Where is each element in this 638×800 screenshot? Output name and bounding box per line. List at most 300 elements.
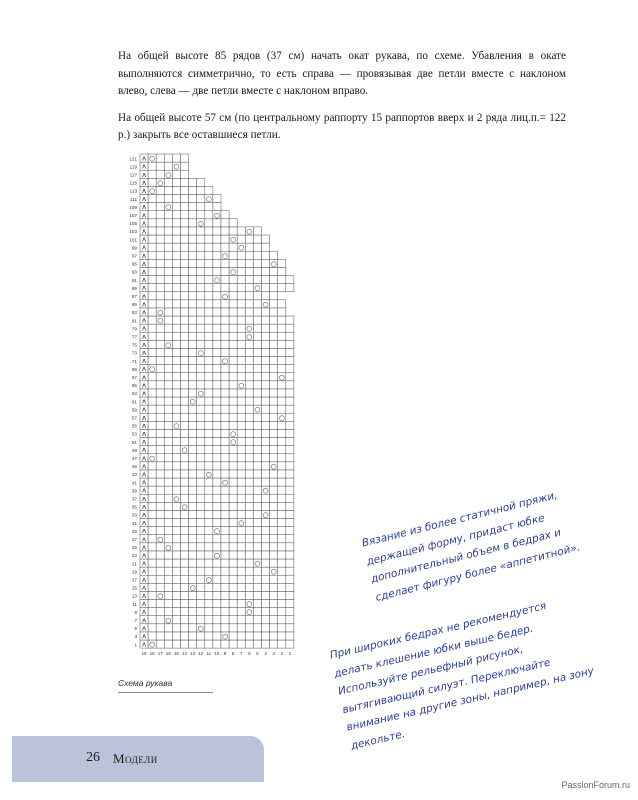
chart-cell xyxy=(237,284,245,292)
chart-cell xyxy=(197,502,205,510)
chart-cell xyxy=(189,292,197,300)
chart-symbol-dec: ʌ xyxy=(141,592,147,600)
chart-cell xyxy=(278,519,286,527)
chart-cell xyxy=(221,446,229,454)
chart-cell xyxy=(270,292,278,300)
chart-cell xyxy=(213,600,221,608)
chart-cell xyxy=(221,227,229,235)
chart-cell xyxy=(253,357,261,365)
chart-cell xyxy=(262,365,270,373)
chart-cell xyxy=(156,162,164,170)
row-label: 5 xyxy=(134,626,137,632)
chart-cell xyxy=(189,429,197,437)
chart-cell xyxy=(189,284,197,292)
chart-cell xyxy=(229,494,237,502)
chart-cell xyxy=(262,373,270,381)
chart-cell xyxy=(197,405,205,413)
chart-cell xyxy=(164,219,172,227)
chart-cell xyxy=(189,494,197,502)
chart-cell xyxy=(148,195,156,203)
chart-cell xyxy=(189,308,197,316)
chart-symbol-yo: ○ xyxy=(173,494,180,503)
chart-cell xyxy=(156,154,164,162)
chart-cell xyxy=(181,357,189,365)
chart-cell xyxy=(213,567,221,575)
chart-cell xyxy=(197,324,205,332)
chart-cell xyxy=(270,583,278,591)
chart-cell xyxy=(278,632,286,640)
chart-cell xyxy=(172,454,180,462)
chart-symbol-dec: ʌ xyxy=(141,316,147,325)
chart-symbol-dec: ʌ xyxy=(141,567,147,576)
chart-cell xyxy=(221,600,229,608)
chart-cell xyxy=(205,348,213,356)
chart-cell xyxy=(181,365,189,373)
chart-cell xyxy=(278,308,286,316)
chart-cell xyxy=(229,543,237,551)
row-label: 21 xyxy=(131,561,137,567)
chart-cell xyxy=(221,438,229,446)
chart-cell xyxy=(156,276,164,284)
chart-cell xyxy=(148,251,156,259)
chart-cell xyxy=(245,567,253,575)
chart-cell xyxy=(205,203,213,211)
chart-cell xyxy=(262,608,270,616)
chart-symbol-yo: ○ xyxy=(246,332,253,341)
chart-cell xyxy=(237,583,245,591)
chart-cell xyxy=(172,332,180,340)
chart-cell xyxy=(237,429,245,437)
chart-cell xyxy=(172,365,180,373)
chart-cell xyxy=(286,527,294,535)
chart-cell xyxy=(237,324,245,332)
chart-cell xyxy=(189,235,197,243)
chart-cell xyxy=(286,332,294,340)
chart-cell xyxy=(229,583,237,591)
chart-cell xyxy=(172,251,180,259)
chart-cell xyxy=(270,535,278,543)
chart-cell xyxy=(270,527,278,535)
chart-cell xyxy=(148,405,156,413)
chart-cell xyxy=(164,381,172,389)
chart-cell xyxy=(221,624,229,632)
chart-symbol-yo: ○ xyxy=(246,324,253,333)
chart-cell xyxy=(189,462,197,470)
chart-symbol-dec: ʌ xyxy=(141,462,147,471)
chart-cell xyxy=(237,567,245,575)
chart-cell xyxy=(197,413,205,421)
chart-cell xyxy=(213,284,221,292)
chart-cell xyxy=(278,510,286,518)
chart-cell xyxy=(156,559,164,567)
row-label: 97 xyxy=(131,253,137,259)
chart-cell xyxy=(245,454,253,462)
column-label: 6 xyxy=(248,651,251,657)
chart-cell xyxy=(172,591,180,599)
row-label: 71 xyxy=(131,358,137,364)
chart-cell xyxy=(245,438,253,446)
chart-cell xyxy=(245,389,253,397)
chart-cell xyxy=(270,624,278,632)
chart-cell xyxy=(205,316,213,324)
chart-cell xyxy=(172,486,180,494)
chart-cell xyxy=(262,413,270,421)
chart-cell xyxy=(229,324,237,332)
chart-cell xyxy=(172,284,180,292)
chart-cell xyxy=(245,543,253,551)
chart-cell xyxy=(245,243,253,251)
chart-cell xyxy=(278,640,286,648)
chart-cell xyxy=(197,251,205,259)
chart-cell xyxy=(156,251,164,259)
chart-cell xyxy=(189,454,197,462)
chart-cell xyxy=(156,243,164,251)
chart-symbol-yo: ○ xyxy=(197,624,204,633)
chart-cell xyxy=(229,348,237,356)
chart-cell xyxy=(253,243,261,251)
chart-symbol-yo: ○ xyxy=(270,567,277,576)
chart-cell xyxy=(286,575,294,583)
chart-cell xyxy=(156,478,164,486)
chart-cell xyxy=(245,446,253,454)
row-label: 65 xyxy=(131,383,137,389)
chart-cell xyxy=(270,332,278,340)
chart-cell xyxy=(172,575,180,583)
column-label: 12 xyxy=(198,651,204,657)
chart-cell xyxy=(213,446,221,454)
chart-cell xyxy=(270,389,278,397)
chart-cell xyxy=(205,429,213,437)
chart-cell xyxy=(270,429,278,437)
chart-cell xyxy=(148,600,156,608)
chart-cell xyxy=(148,413,156,421)
chart-symbol-yo: ○ xyxy=(205,575,212,584)
chart-cell xyxy=(164,308,172,316)
chart-cell xyxy=(262,519,270,527)
chart-symbol-yo: ○ xyxy=(205,470,212,479)
chart-cell xyxy=(262,583,270,591)
chart-cell xyxy=(278,591,286,599)
chart-cell xyxy=(197,535,205,543)
row-label: 69 xyxy=(131,366,137,372)
chart-cell xyxy=(189,324,197,332)
chart-cell xyxy=(286,284,294,292)
chart-cell xyxy=(197,559,205,567)
chart-cell xyxy=(197,438,205,446)
chart-cell xyxy=(164,583,172,591)
chart-symbol-yo: ○ xyxy=(230,438,237,447)
row-label: 83 xyxy=(131,310,137,316)
chart-cell xyxy=(156,470,164,478)
chart-cell xyxy=(262,357,270,365)
chart-symbol-dec: ʌ xyxy=(141,389,147,398)
chart-cell xyxy=(229,413,237,421)
chart-cell xyxy=(205,608,213,616)
chart-symbol-dec: ʌ xyxy=(141,259,147,268)
chart-cell xyxy=(262,616,270,624)
chart-cell xyxy=(148,429,156,437)
chart-cell xyxy=(286,438,294,446)
chart-cell xyxy=(286,324,294,332)
chart-cell xyxy=(286,462,294,470)
row-label: 23 xyxy=(131,553,137,559)
chart-cell xyxy=(213,454,221,462)
chart-cell xyxy=(286,405,294,413)
chart-cell xyxy=(253,251,261,259)
chart-cell xyxy=(262,397,270,405)
chart-cell xyxy=(237,332,245,340)
chart-cell xyxy=(164,600,172,608)
chart-symbol-yo: ○ xyxy=(262,486,269,495)
chart-cell xyxy=(172,397,180,405)
chart-cell xyxy=(270,486,278,494)
chart-cell xyxy=(229,332,237,340)
chart-symbol-yo: ○ xyxy=(238,381,245,390)
chart-cell xyxy=(221,616,229,624)
chart-cell xyxy=(181,551,189,559)
row-label: 79 xyxy=(131,326,137,332)
chart-symbol-dec: ʌ xyxy=(141,413,147,422)
chart-cell xyxy=(205,421,213,429)
chart-cell xyxy=(245,259,253,267)
chart-cell xyxy=(156,284,164,292)
chart-cell xyxy=(181,186,189,194)
chart-cell xyxy=(253,510,261,518)
chart-cell xyxy=(270,575,278,583)
chart-cell xyxy=(253,413,261,421)
chart-cell xyxy=(237,438,245,446)
chart-cell xyxy=(181,413,189,421)
chart-cell xyxy=(172,543,180,551)
row-label: 29 xyxy=(131,528,137,534)
chart-cell xyxy=(270,519,278,527)
chart-cell xyxy=(213,486,221,494)
chart-cell xyxy=(262,591,270,599)
chart-cell xyxy=(262,470,270,478)
chart-cell xyxy=(197,462,205,470)
chart-cell xyxy=(213,259,221,267)
row-label: 121 xyxy=(129,156,137,162)
chart-cell xyxy=(181,373,189,381)
chart-cell xyxy=(156,389,164,397)
chart-cell xyxy=(221,486,229,494)
chart-cell xyxy=(253,373,261,381)
intro-paragraph-1: На общей высоте 85 рядов (37 см) начать окат рукава, по схеме. Убавления в окате выполняются симметрично, то есть справа — провязывая две петли вместе с наклоном влево, слева — две петли вместе с наклоном вправо. xyxy=(118,50,566,98)
chart-cell xyxy=(164,324,172,332)
chart-cell xyxy=(262,454,270,462)
chart-cell xyxy=(270,267,278,275)
chart-cell xyxy=(172,583,180,591)
chart-cell xyxy=(237,551,245,559)
chart-cell xyxy=(172,170,180,178)
chart-cell xyxy=(245,405,253,413)
chart-cell xyxy=(164,478,172,486)
chart-cell xyxy=(221,324,229,332)
chart-cell xyxy=(270,381,278,389)
chart-cell xyxy=(229,227,237,235)
chart-cell xyxy=(172,235,180,243)
chart-cell xyxy=(221,429,229,437)
chart-symbol-dec: ʌ xyxy=(141,405,147,414)
column-label: 5 xyxy=(256,651,259,657)
chart-cell xyxy=(213,397,221,405)
chart-cell xyxy=(262,308,270,316)
chart-cell xyxy=(253,438,261,446)
chart-cell xyxy=(197,632,205,640)
row-label: 13 xyxy=(131,593,137,599)
row-label: 53 xyxy=(131,431,137,437)
chart-cell xyxy=(237,494,245,502)
chart-cell xyxy=(253,227,261,235)
chart-cell xyxy=(278,284,286,292)
chart-cell xyxy=(229,632,237,640)
chart-cell xyxy=(148,316,156,324)
chart-cell xyxy=(197,478,205,486)
chart-cell xyxy=(164,527,172,535)
chart-cell xyxy=(156,357,164,365)
chart-cell xyxy=(245,251,253,259)
chart-cell xyxy=(213,324,221,332)
chart-cell xyxy=(237,478,245,486)
chart-cell xyxy=(148,267,156,275)
chart-cell xyxy=(181,583,189,591)
chart-cell xyxy=(189,446,197,454)
chart-cell xyxy=(245,486,253,494)
chart-cell xyxy=(197,235,205,243)
chart-cell xyxy=(229,292,237,300)
chart-cell xyxy=(181,470,189,478)
chart-cell xyxy=(205,446,213,454)
chart-cell xyxy=(245,616,253,624)
chart-cell xyxy=(197,267,205,275)
chart-cell xyxy=(156,575,164,583)
chart-cell xyxy=(237,357,245,365)
chart-cell xyxy=(253,324,261,332)
chart-cell xyxy=(270,324,278,332)
chart-cell xyxy=(156,527,164,535)
chart-cell xyxy=(262,276,270,284)
chart-cell xyxy=(181,235,189,243)
chart-cell xyxy=(164,462,172,470)
column-label: 7 xyxy=(239,651,243,657)
chart-cell xyxy=(221,470,229,478)
chart-cell xyxy=(197,454,205,462)
chart-cell xyxy=(148,259,156,267)
chart-cell xyxy=(197,543,205,551)
chart-cell xyxy=(164,276,172,284)
chart-cell xyxy=(245,308,253,316)
chart-cell xyxy=(172,300,180,308)
chart-cell xyxy=(164,154,172,162)
chart-cell xyxy=(237,389,245,397)
chart-cell xyxy=(270,348,278,356)
chart-cell xyxy=(213,470,221,478)
column-label: 9 xyxy=(223,651,227,657)
chart-symbol-dec: ʌ xyxy=(141,608,147,617)
chart-cell xyxy=(172,186,180,194)
chart-cell xyxy=(181,308,189,316)
chart-symbol-yo: ○ xyxy=(213,527,221,536)
chart-cell xyxy=(164,348,172,356)
row-labels xyxy=(129,156,137,647)
chart-cell xyxy=(156,300,164,308)
chart-cell xyxy=(270,510,278,518)
chart-cell xyxy=(164,535,172,543)
chart-cell xyxy=(181,170,189,178)
chart-cell xyxy=(270,300,278,308)
chart-cell xyxy=(213,348,221,356)
chart-symbol-yo: ○ xyxy=(221,478,229,487)
chart-cell xyxy=(229,462,237,470)
chart-cell xyxy=(164,429,172,437)
chart-cell xyxy=(181,251,189,259)
chart-cell xyxy=(148,235,156,243)
row-label: 81 xyxy=(131,318,137,324)
chart-cell xyxy=(189,203,197,211)
chart-cell xyxy=(189,632,197,640)
chart-cell xyxy=(237,502,245,510)
chart-cell xyxy=(148,486,156,494)
chart-cell xyxy=(148,332,156,340)
chart-cell xyxy=(286,510,294,518)
chart-cell xyxy=(189,478,197,486)
chart-cell xyxy=(189,348,197,356)
chart-cell xyxy=(189,365,197,373)
chart-cell xyxy=(156,195,164,203)
row-label: 105 xyxy=(129,221,137,227)
row-label: 19 xyxy=(131,569,137,575)
chart-cell xyxy=(181,267,189,275)
chart-cell xyxy=(262,559,270,567)
chart-cell xyxy=(278,421,286,429)
chart-symbol-dec: ʌ xyxy=(141,600,147,609)
chart-symbol-dec: ʌ xyxy=(141,268,147,276)
chart-cell xyxy=(181,195,189,203)
chart-cell xyxy=(213,421,221,429)
chart-cell xyxy=(189,567,197,575)
chart-cell xyxy=(245,357,253,365)
chart-cell xyxy=(156,616,164,624)
chart-cell xyxy=(172,259,180,267)
row-label: 103 xyxy=(129,229,137,235)
chart-cell xyxy=(181,162,189,170)
chart-cell xyxy=(286,486,294,494)
chart-cell xyxy=(262,405,270,413)
chart-symbol-dec: ʌ xyxy=(141,357,147,366)
chart-cell xyxy=(245,551,253,559)
chart-symbol-dec: ʌ xyxy=(141,575,147,584)
chart-cell xyxy=(189,470,197,478)
column-label: 11 xyxy=(206,651,212,657)
chart-symbol-dec: ʌ xyxy=(141,527,147,536)
chart-cell xyxy=(221,640,229,648)
chart-cell xyxy=(148,340,156,348)
chart-cell xyxy=(270,308,278,316)
chart-cell xyxy=(181,381,189,389)
chart-cell xyxy=(278,527,286,535)
chart-symbol-yo: ○ xyxy=(262,511,269,519)
chart-cell xyxy=(189,543,197,551)
row-label: 67 xyxy=(131,375,137,380)
chart-cell xyxy=(197,308,205,316)
chart-cell xyxy=(270,640,278,648)
chart-cell xyxy=(253,381,261,389)
chart-symbol-dec: ʌ xyxy=(141,381,147,390)
chart-cell xyxy=(270,413,278,421)
chart-cell xyxy=(148,632,156,640)
chart-cell xyxy=(221,308,229,316)
chart-symbol-yo: ○ xyxy=(157,178,164,187)
